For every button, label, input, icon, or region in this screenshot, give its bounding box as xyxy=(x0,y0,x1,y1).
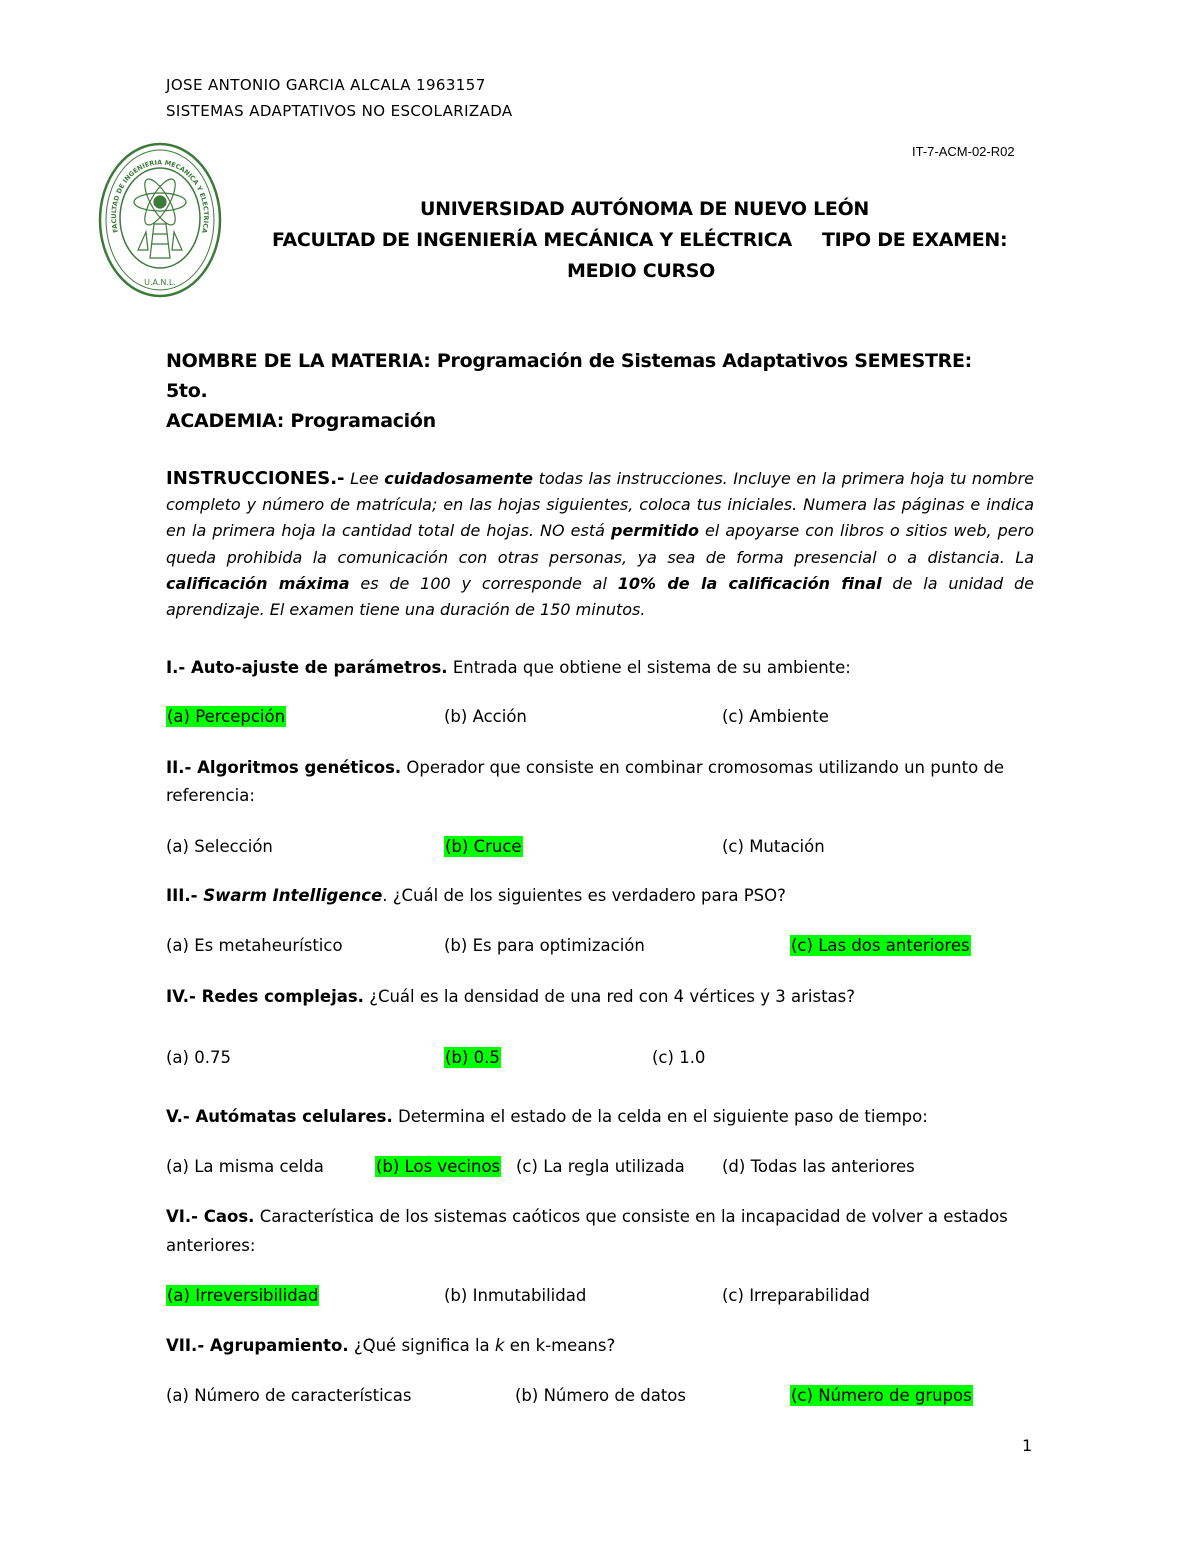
question-7-option-b: (b) Número de datos xyxy=(515,1386,686,1405)
emphasis-max-grade: calificación máxima xyxy=(166,573,350,593)
faculty-name: FACULTAD DE INGENIERÍA MECÁNICA Y ELÉCTRICA xyxy=(272,229,792,251)
question-6: VI.- Caos. Característica de los sistemas caóticos que consiste en la incapacidad de volver a estados xyxy=(166,1207,1008,1226)
question-4: IV.- Redes complejas. ¿Cuál es la densidad de una red con 4 vértices y 3 aristas? xyxy=(166,987,855,1006)
page-number: 1 xyxy=(1022,1436,1033,1455)
question-1-option-c: (c) Ambiente xyxy=(722,707,829,726)
question-5-option-a: (a) La misma celda xyxy=(166,1157,324,1176)
question-3-option-a: (a) Es metaheurístico xyxy=(166,936,343,955)
question-5: V.- Autómatas celulares. Determina el estado de la celda en el siguiente paso de tiempo: xyxy=(166,1107,928,1126)
correct-answer-highlight: (c) Número de grupos xyxy=(791,1386,972,1405)
question-4-option-a: (a) 0.75 xyxy=(166,1048,231,1067)
emphasis-permitted: permitido xyxy=(611,521,699,541)
semester-value: 5to. xyxy=(166,380,208,402)
instructions-lead: INSTRUCCIONES.- xyxy=(166,468,345,489)
question-7-option-c xyxy=(790,1386,973,1405)
correct-answer-highlight: (b) Cruce xyxy=(445,837,522,856)
question-5-option-b xyxy=(375,1157,501,1176)
question-5-option-d: (d) Todas las anteriores xyxy=(722,1157,915,1176)
correct-answer-highlight: (c) Las dos anteriores xyxy=(791,936,970,955)
question-3: III.- Swarm Intelligence. ¿Cuál de los siguientes es verdadero para PSO? xyxy=(166,886,786,905)
question-1-option-a xyxy=(166,707,286,726)
question-1: I.- Auto-ajuste de parámetros. Entrada que obtiene el sistema de su ambiente: xyxy=(166,658,851,677)
instructions-paragraph: INSTRUCCIONES.- Lee cuidadosamente todas las instrucciones. Incluye en la primera hoja tu nombre completo y número de matrícula; en las hojas siguientes, coloca tus iniciales. Numera las páginas e indica en la primera hoja la cantidad total de hojas. NO está permitido el apoyarse con libros o sitios web, pero queda prohibida la comunicación con otras personas, ya sea de forma presencial o a distancia. La calificación máxima es de 100 y corresponde al 10% de la calificación final de la unidad de aprendizaje. El examen tiene una duración de 150 minutos. xyxy=(166,468,1035,620)
emphasis-carefully: cuidadosamente xyxy=(384,469,534,488)
university-name: UNIVERSIDAD AUTÓNOMA DE NUEVO LEÓN xyxy=(420,198,870,220)
seal-ring-text: FACULTAD DE INGENIERIA MECANICA Y ELECTRICA xyxy=(109,158,211,235)
academy-line: ACADEMIA: Programación xyxy=(166,410,436,432)
student-name-line: JOSE ANTONIO GARCIA ALCALA 1963157 xyxy=(166,76,486,94)
question-7: VII.- Agrupamiento. ¿Qué significa la k en k-means? xyxy=(166,1336,616,1355)
subject-line: NOMBRE DE LA MATERIA: Programación de Sistemas Adaptativos SEMESTRE: xyxy=(166,350,972,372)
exam-type-label: TIPO DE EXAMEN: xyxy=(822,229,1008,251)
student-course-line: SISTEMAS ADAPTATIVOS NO ESCOLARIZADA xyxy=(166,102,513,120)
correct-answer-highlight: (b) 0.5 xyxy=(445,1048,500,1067)
question-6-option-a xyxy=(166,1286,319,1305)
seal-bottom-text: U.A.N.L. xyxy=(144,278,176,287)
question-2-continuation: referencia: xyxy=(166,786,255,805)
correct-answer-highlight: (a) Irreversibilidad xyxy=(167,1286,319,1305)
question-7-option-a: (a) Número de características xyxy=(166,1386,412,1405)
correct-answer-highlight: (a) Percepción xyxy=(167,707,286,726)
question-4-option-b xyxy=(444,1048,501,1067)
question-2-option-a: (a) Selección xyxy=(166,837,273,856)
exam-type-value: MEDIO CURSO xyxy=(567,260,716,282)
question-6-option-b: (b) Inmutabilidad xyxy=(444,1286,587,1305)
question-5-option-c: (c) La regla utilizada xyxy=(516,1157,685,1176)
document-code: IT-7-ACM-02-R02 xyxy=(912,144,1015,159)
correct-answer-highlight: (b) Los vecinos xyxy=(376,1157,501,1176)
question-6-continuation: anteriores: xyxy=(166,1236,256,1255)
question-4-option-c: (c) 1.0 xyxy=(652,1048,706,1067)
question-3-option-b: (b) Es para optimización xyxy=(444,936,645,955)
emphasis-final-grade: 10% de la calificación final xyxy=(617,573,882,593)
question-2-option-c: (c) Mutación xyxy=(722,837,825,856)
question-2-option-b xyxy=(444,837,523,856)
question-1-option-b: (b) Acción xyxy=(444,707,527,726)
university-seal-logo xyxy=(96,140,224,300)
question-6-option-c: (c) Irreparabilidad xyxy=(722,1286,870,1305)
question-3-option-c xyxy=(790,936,971,955)
question-2: II.- Algoritmos genéticos. Operador que consiste en combinar cromosomas utilizando un punto de xyxy=(166,758,1005,777)
